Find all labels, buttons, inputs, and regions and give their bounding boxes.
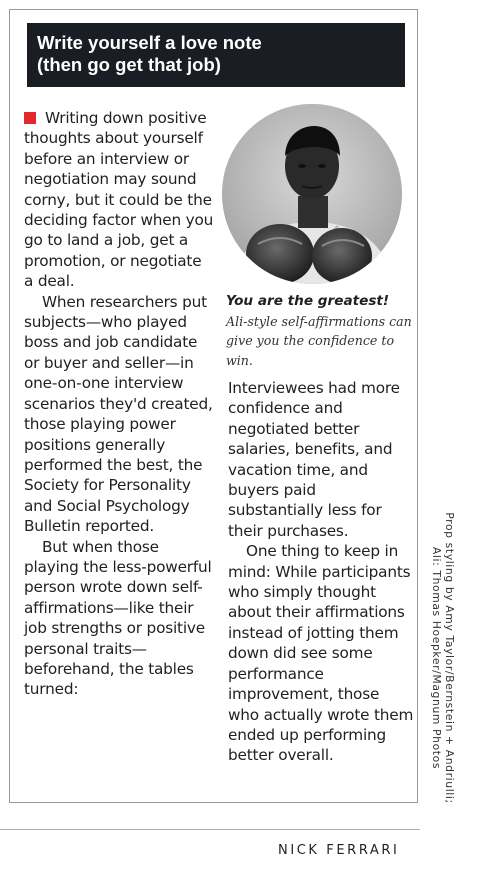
photo-credit [420, 488, 462, 828]
boxer-portrait-photo-icon [222, 104, 402, 284]
bottom-divider [0, 829, 420, 830]
credit-line-1: Prop styling by Amy Taylor/Bernstein + Andriulli; [443, 512, 456, 804]
right-column [228, 378, 414, 766]
left-para-3: But when those playing the less-powerful person wrote down self-affirmations—like their job strengths or positive personal traits—beforehand, the tables turned: [24, 537, 212, 699]
left-para-2: When researchers put subjects—who played boss and job candidate or buyer and seller—in one-on-one interview scenarios they'd created, those playing power positions generally performed the best, the Society for Personality and Social Psychology Bulletin reported. [24, 292, 213, 536]
right-para-1: Interviewees had more confidence and negotiated better salaries, benefits, and vacation time, and buyers paid substantially less for their purchases. [228, 379, 400, 540]
left-para-1 [24, 108, 214, 292]
photo-caption [226, 292, 412, 370]
photo-credit-text [430, 488, 456, 828]
left-column [24, 108, 214, 700]
headline-line-2: (then go get that job) [37, 54, 221, 75]
headline-banner [27, 23, 405, 87]
right-para-2: One thing to keep in mind: While participants who simply thought about their affirmations instead of jotting them down did see some performance improvement, those who actually wrote them ended up performing better overall. [228, 542, 414, 765]
red-square-bullet-icon [24, 112, 36, 124]
headline-line-1: Write yourself a love note [37, 32, 262, 53]
caption-title: You are the greatest! [226, 293, 390, 309]
author-byline: NICK FERRARI [278, 843, 400, 858]
left-para-1-text: Writing down positive thoughts about yourself before an interview or negotiation may sound corny, but it could be the deciding factor when you go to land a job, get a promotion, or negotiate a deal. [24, 109, 214, 291]
caption-body: Ali-style self-affirmations can give you the confidence to win. [226, 313, 412, 368]
credit-line-2: Ali: Thomas Hoepker/Magnum Photos [430, 546, 443, 770]
boxer-portrait-image [222, 104, 402, 284]
